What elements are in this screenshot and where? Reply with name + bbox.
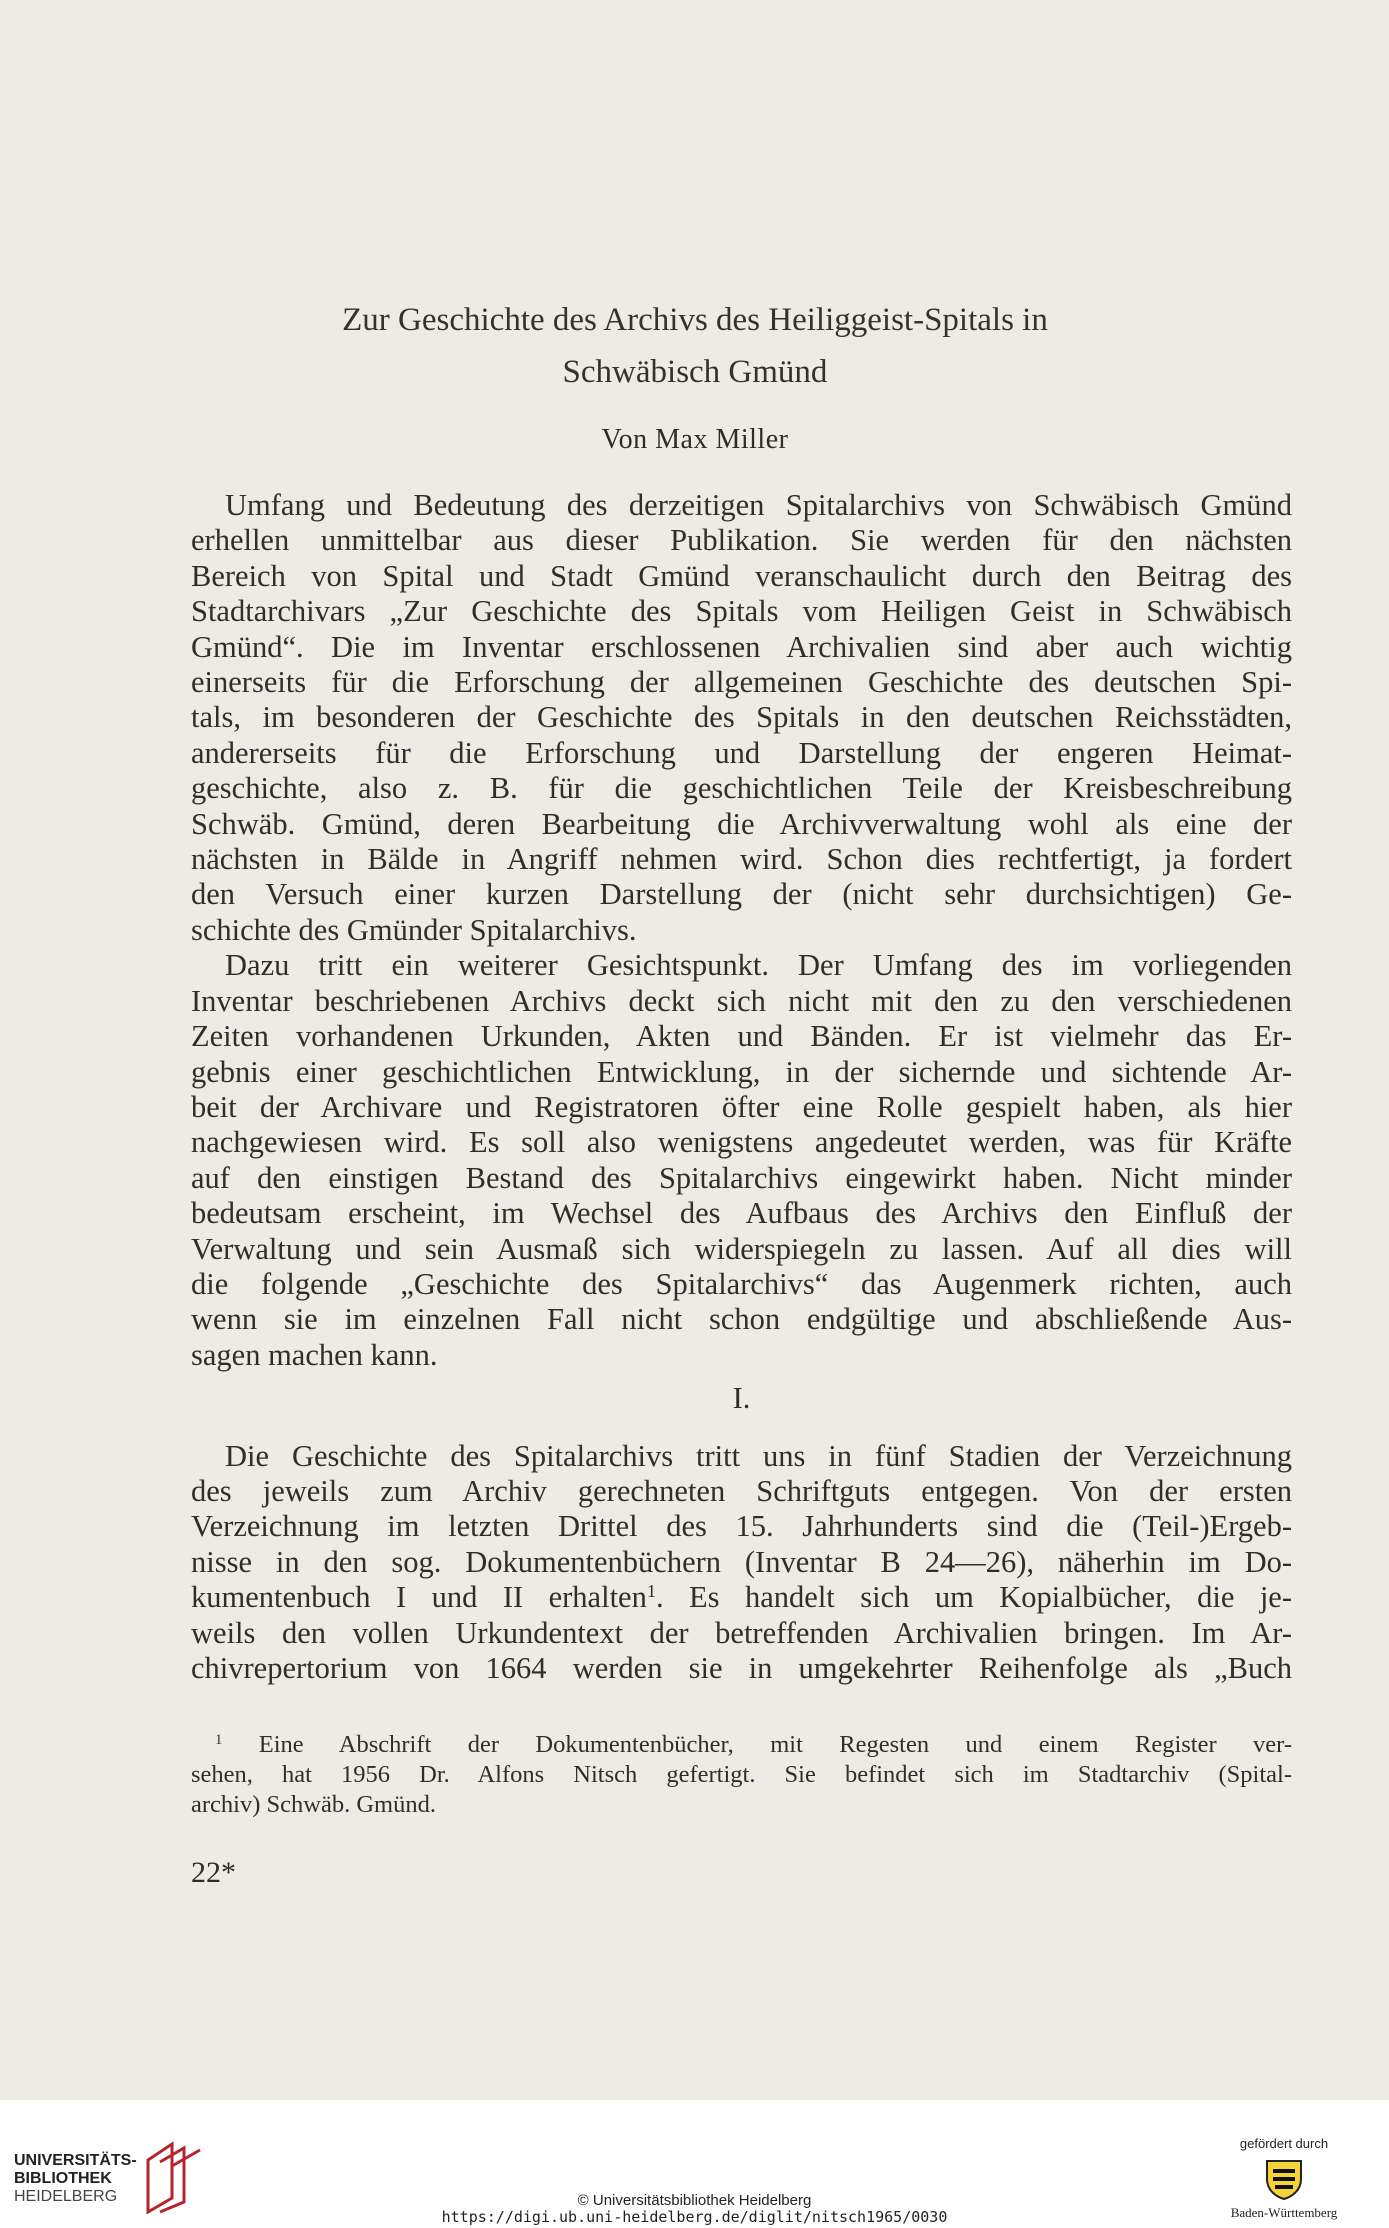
text-line: sagen machen kann.	[191, 1337, 438, 1372]
text-line: nisse in den sog. Dokumentenbüchern (Inventar B 24—26), näherhin im Do-	[191, 1544, 1292, 1579]
title-line-2: Schwäbisch Gmünd	[562, 354, 828, 390]
text-line: nächsten in Bälde in Angriff nehmen wird. Schon dies rechtfertigt, ja fordert	[191, 842, 1292, 877]
text-line: Stadtarchivars „Zur Geschichte des Spitals vom Heiligen Geist in Schwäbisch	[191, 594, 1292, 629]
text-line: gebnis einer geschichtlichen Entwicklung, in der sichernde und sichtende Ar-	[191, 1054, 1292, 1089]
text-line: bedeutsam erscheint, im Wechsel des Aufbaus des Archivs den Einfluß der	[191, 1196, 1292, 1231]
funder-block	[1219, 2136, 1349, 2221]
funder-name: Baden-Württemberg	[1230, 2205, 1338, 2220]
section-heading: I.	[732, 1381, 751, 1416]
text-line: des jeweils zum Archiv gerechneten Schriftguts entgegen. Von der ersten	[191, 1473, 1292, 1508]
article-title	[180, 294, 1210, 398]
text-segment: . Es handelt sich um Kopialbücher, die je-	[655, 1580, 1292, 1615]
text-segment: kumentenbuch I und II erhalten	[191, 1580, 647, 1615]
text-line: tals, im besonderen der Geschichte des Spitals in den deutschen Reichsstädten,	[191, 700, 1292, 735]
text-line: schichte des Gmünder Spitalarchivs.	[191, 912, 637, 947]
text-line: geschichte, also z. B. für die geschichtlichen Teile der Kreisbeschreibung	[191, 771, 1292, 806]
text-line: den Versuch einer kurzen Darstellung der (nicht sehr durchsichtigen) Ge-	[191, 877, 1292, 912]
footnote-text: Eine Abschrift der Dokumentenbücher, mit Regesten und einem Register ver-	[258, 1731, 1293, 1758]
text-line: andererseits für die Erforschung und Darstellung der engeren Heimat-	[191, 735, 1292, 770]
footnote-reference: 1	[646, 1581, 656, 1602]
copyright-notice: © Universitätsbibliothek Heidelberg	[577, 2192, 812, 2209]
text-line: Schwäb. Gmünd, deren Bearbeitung die Archivverwaltung wohl als eine der	[191, 806, 1292, 841]
text-line-with-footnote	[191, 1580, 1292, 1615]
article-body	[191, 488, 1292, 1686]
text-line: die folgende „Geschichte des Spitalarchivs“ das Augenmerk richten, auch	[191, 1266, 1292, 1301]
text-line: wenn sie im einzelnen Fall nicht schon endgültige und abschließende Aus-	[191, 1302, 1292, 1337]
funded-by-label: gefördert durch	[1239, 2136, 1329, 2151]
paragraph-1	[191, 488, 1292, 948]
text-line: Zeiten vorhandenen Urkunden, Akten und Bänden. Er ist vielmehr das Er-	[191, 1019, 1292, 1054]
title-line-1: Zur Geschichte des Archivs des Heiliggeist-Spitals in	[342, 302, 1048, 338]
permalink[interactable]: https://digi.ub.uni-heidelberg.de/diglit/nitsch1965/0030	[441, 2208, 948, 2226]
text-line: chivrepertorium von 1664 werden sie in umgekehrter Reihenfolge als „Buch	[191, 1651, 1292, 1685]
text-line: Gmünd“. Die im Inventar erschlossenen Archivalien sind aber auch wichtig	[191, 629, 1292, 664]
text-line: Inventar beschriebenen Archivs deckt sich nicht mit den zu den verschiedenen	[191, 983, 1292, 1018]
text-line: einerseits für die Erforschung der allgemeinen Geschichte des deutschen Spi-	[191, 665, 1292, 700]
text-line: Dazu tritt ein weiterer Gesichtspunkt. Der Umfang des im vorliegenden	[225, 948, 1292, 983]
footnote-line	[191, 1730, 1292, 1760]
text-line: Verzeichnung im letzten Drittel des 15. Jahrhunderts sind die (Teil-)Ergeb-	[191, 1509, 1292, 1544]
text-line: weils den vollen Urkundentext der betreffenden Archivalien bringen. Im Ar-	[191, 1615, 1292, 1650]
author-line: Von Max Miller	[601, 424, 789, 455]
text-line: Die Geschichte des Spitalarchivs tritt uns in fünf Stadien der Verzeichnung	[225, 1438, 1292, 1473]
library-name-line: HEIDELBERG	[14, 2188, 118, 2205]
text-line: auf den einstigen Bestand des Spitalarchivs eingewirkt haben. Nicht minder	[191, 1160, 1292, 1195]
text-line: nachgewiesen wird. Es soll also wenigstens angedeutet werden, was für Kräfte	[191, 1125, 1292, 1160]
footnote-line: archiv) Schwäb. Gmünd.	[191, 1791, 436, 1818]
paragraph-3	[191, 1439, 1292, 1687]
library-name-line: UNIVERSITÄTS-	[14, 2152, 137, 2169]
footnote-number: 1	[215, 1731, 223, 1748]
page-number: 22*	[191, 1856, 236, 1889]
footnote-line: sehen, hat 1956 Dr. Alfons Nitsch gefertigt. Sie befindet sich im Stadtarchiv (Spital-	[191, 1761, 1292, 1788]
library-name-line: BIBLIOTHEK	[14, 2170, 112, 2187]
text-line: Bereich von Spital und Stadt Gmünd veranschaulicht durch den Beitrag des	[191, 558, 1292, 593]
text-line: Verwaltung und sein Ausmaß sich widerspiegeln zu lassen. Auf all dies will	[191, 1231, 1292, 1266]
text-line: beit der Archivare und Registratoren öfter eine Rolle gespielt haben, als hier	[191, 1089, 1292, 1124]
text-line: Umfang und Bedeutung des derzeitigen Spitalarchivs von Schwäbisch Gmünd	[225, 488, 1292, 522]
state-crest-icon	[1263, 2157, 1305, 2201]
paragraph-2	[191, 948, 1292, 1373]
text-line: erhellen unmittelbar aus dieser Publikation. Sie werden für den nächsten	[191, 523, 1292, 558]
footnote-block	[191, 1730, 1292, 1820]
